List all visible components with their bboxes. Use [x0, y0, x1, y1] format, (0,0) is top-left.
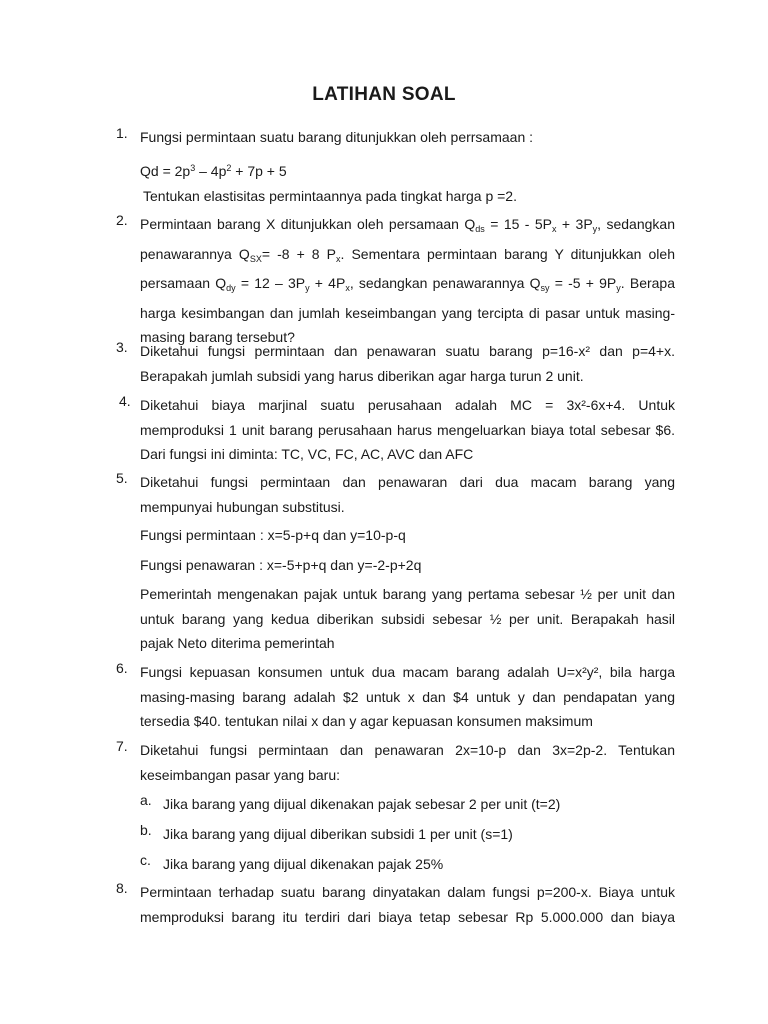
option-text: Jika barang yang dijual dikenakan pajak sebesar 2 per unit (t=2) [163, 796, 561, 812]
question-number: 3. [116, 339, 128, 355]
option-text: Jika barang yang dijual dikenakan pajak 25% [163, 856, 444, 872]
question-number: 2. [116, 212, 128, 228]
question-text: Permintaan barang X ditunjukkan oleh persamaan $Q_{ds} = 15 - 5P_x + 3P_y$, sedangkan penawarannya $Q_{SX}= -8 + 8$ $P_x$. Sementara permintaan barang Y ditunjukkan oleh persamaan $Q_{dy} = 12 - 3P_y + 4P_x$, sedangkan penawarannya $Q_{sy} = -5 + 9P_y$. Berapa harga kesimbangan dan jumlah keseimbangan yang tercipta di pasar untuk masing- masing barang tersebut? [140, 216, 675, 345]
equation: $Qd = 2p^3 - 4p^2 + 7p + 5$ [140, 163, 287, 179]
task-text: Tentukan elastisitas permintaannya pada tingkat harga p =2. [143, 188, 517, 204]
question-number: 5. [116, 470, 128, 486]
option-text: Jika barang yang dijual diberikan subsidi 1 per unit (s=1) [163, 826, 513, 842]
question-number: 1. [116, 125, 128, 141]
question-text: Fungsi permintaan suatu barang ditunjukkan oleh perrsamaan : [140, 129, 534, 145]
question-text: Diketahui biaya marjinal suatu perusahaan adalah MC = 3x²-6x+4. Untuk memproduksi 1 unit barang perusahaan harus mengeluarkan biaya total sebesar $6. Dari fungsi ini diminta: TC, VC, FC, AC, AVC dan AFC [140, 397, 675, 462]
option-label: c. [140, 852, 151, 868]
question-number: 4. [119, 393, 131, 409]
question-number: 7. [116, 738, 128, 754]
supply-function: Fungsi penawaran : x=-5+p+q dan y=-2-p+2q [140, 557, 422, 573]
question-text: Diketahui fungsi permintaan dan penawaran dari dua macam barang yang mempunyai hubungan substitusi. [140, 474, 675, 515]
option-label: a. [140, 792, 152, 808]
question-text: Diketahui fungsi permintaan dan penawaran 2x=10-p dan 3x=2p-2. Tentukan keseimbangan pasar yang baru: [140, 742, 675, 783]
option-label: b. [140, 822, 152, 838]
question-text: Fungsi kepuasan konsumen untuk dua macam barang adalah U=x²y², bila harga masing-masing barang adalah $2 untuk x dan $4 untuk y dan pendapatan yang tersedia $40. tentukan nilai x dan y agar kepuasan konsumen maksimum [140, 664, 675, 729]
question-text: Diketahui fungsi permintaan dan penawaran suatu barang p=16-x² dan p=4+x. Berapakah jumlah subsidi yang harus diberikan agar harga turun 2 unit. [140, 343, 675, 384]
question-number: 6. [116, 660, 128, 676]
document-page: LATIHAN SOAL 1. Fungsi permintaan suatu barang ditunjukkan oleh perrsamaan : $Qd = 2p^3 - 4p^2 + 7p + 5$ Tentukan elastisitas permintaannya pada tingkat harga p =2. 2. Permintaan barang X ditunjukkan oleh persamaan $Q_{ds} = 15 - 5P_x + 3P_y$, sedangkan penawarannya $Q_{SX}= -8 + 8$ $P_x$. Sementara permintaan barang Y ditunjukkan oleh persamaan $Q_{dy} = 12 - 3P_y + 4P_x$, sedangkan penawarannya $Q_{sy} = -5 + 9P_y$. Berapa harga kesimbangan dan jumlah keseimbangan yang tercipta di pasar untuk masing- masing barang tersebut? 3. Diketahui fungsi permintaan dan penawaran suatu barang p=16-x² dan p=4+x. Berapakah jumlah subsidi yang harus diberikan agar harga turun 2 unit. 4. Diketahui biaya marjinal suatu perusahaan adalah MC = 3x²-6x+4. Untuk memproduksi 1 unit barang perusahaan harus mengeluarkan biaya total sebesar $6. Dari fungsi ini diminta: TC, VC, FC, AC, AVC dan AFC 5. Diketahui fungsi permintaan dan penawaran dari dua macam barang yang mempunyai hubungan substitusi. Fungsi permintaan : x=5-p+q dan y=10-p-q Fungsi penawaran : x=-5+p+q dan y=-2-p+2q Pemerintah mengenakan pajak untuk barang yang pertama sebesar ½ per unit dan untuk barang yang kedua diberikan subsidi sebesar ½ per unit. Berapakah hasil pajak Neto diterima pemerintah 6. Fungsi kepuasan konsumen untuk dua macam barang adalah U=x²y², bila harga masing-masing barang adalah $2 untuk x dan $4 untuk y dan pendapatan yang tersedia $40. tentukan nilai x dan y agar kepuasan konsumen maksimum 7. Diketahui fungsi permintaan dan penawaran 2x=10-p dan 3x=2p-2. Tentukan keseimbangan pasar yang baru: a. Jika barang yang dijual dikenakan pajak sebesar 2 per unit (t=2) b. Jika barang yang dijual diberikan subsidi 1 per unit (s=1) c. Jika barang yang dijual dikenakan pajak 25% 8. Permintaan terhadap suatu barang dinyatakan dalam fungsi p=200-x. Biaya untuk memproduksi barang itu terdiri dari biaya tetap sebesar Rp 5.000.000 dan biaya [0, 0, 768, 1024]
question-number: 8. [116, 880, 128, 896]
demand-function: Fungsi permintaan : x=5-p+q dan y=10-p-q [140, 527, 406, 543]
page-title: LATIHAN SOAL [312, 84, 456, 105]
question-text: Permintaan terhadap suatu barang dinyatakan dalam fungsi p=200-x. Biaya untuk memproduksi barang itu terdiri dari biaya tetap sebesar Rp 5.000.000 dan biaya [140, 884, 675, 925]
